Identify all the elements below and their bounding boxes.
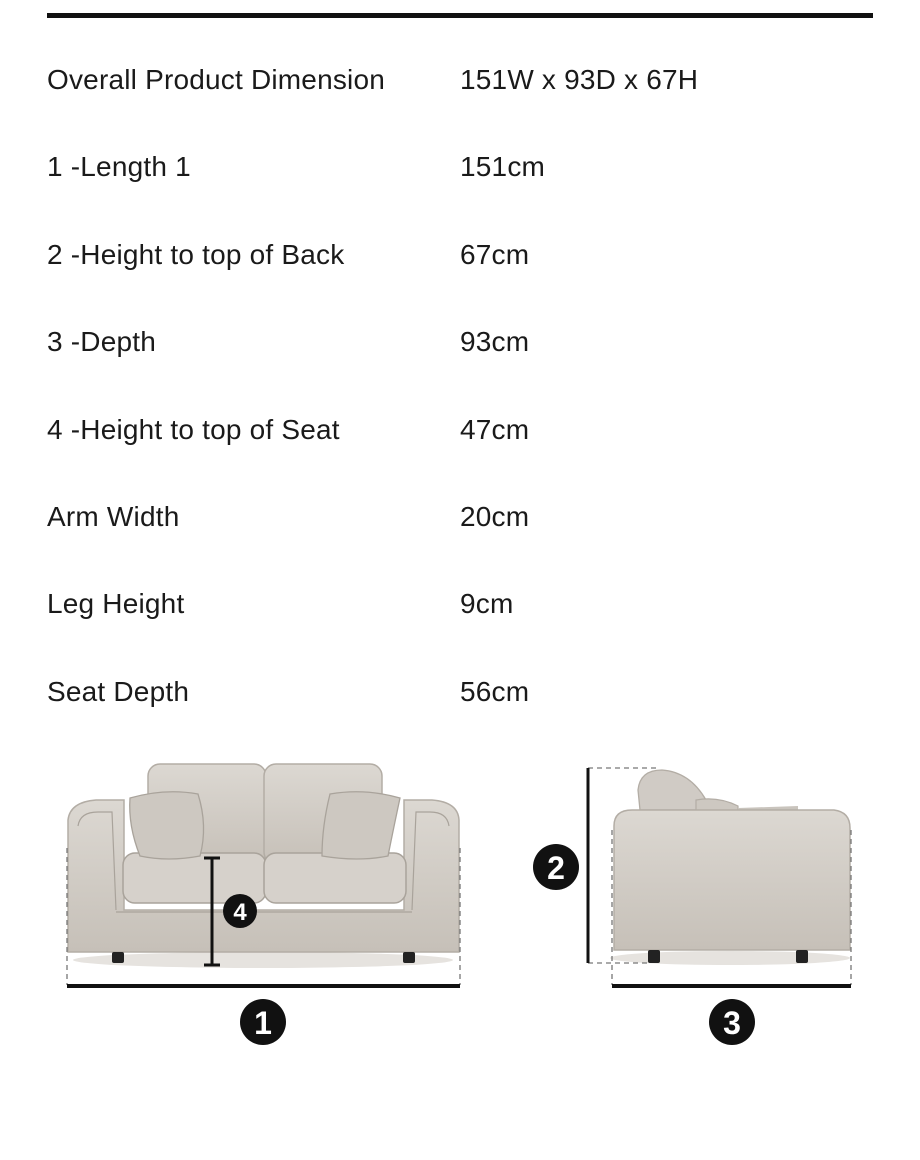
marker-3	[709, 999, 755, 1045]
spec-value: 67cm	[460, 238, 530, 270]
table-row	[47, 124, 873, 211]
seat-cushion-right	[264, 853, 406, 903]
spec-label: 2 -Height to top of Back	[47, 238, 345, 270]
sofa-leg	[796, 950, 808, 963]
spec-value: 93cm	[460, 326, 530, 358]
scatter-pillow-left	[130, 792, 204, 859]
table-row	[47, 37, 873, 124]
sofa-front-view	[67, 764, 460, 986]
marker-4-label: 4	[233, 899, 247, 926]
floor-shadow	[73, 952, 453, 968]
scatter-pillow-right	[322, 792, 400, 859]
table-row	[47, 561, 873, 648]
sofa-side-view	[588, 768, 851, 986]
spec-value: 20cm	[460, 500, 530, 532]
marker-4	[223, 894, 257, 928]
spec-label: 1 -Length 1	[47, 151, 191, 183]
marker-1	[240, 999, 286, 1045]
spec-label: 4 -Height to top of Seat	[47, 413, 340, 445]
spec-label: Arm Width	[47, 500, 180, 532]
spec-value: 9cm	[460, 588, 514, 620]
table-row	[47, 474, 873, 561]
table-row	[47, 649, 873, 736]
spec-label: Seat Depth	[47, 675, 190, 707]
marker-2-label: 2	[547, 850, 565, 886]
marker-3-label: 3	[723, 1005, 741, 1041]
sofa-leg	[112, 952, 124, 963]
spec-value: 47cm	[460, 413, 530, 445]
spec-value: 151cm	[460, 151, 546, 183]
spec-label: Overall Product Dimension	[47, 64, 386, 95]
table-row	[47, 387, 873, 474]
sofa-leg	[403, 952, 415, 963]
dimension-table	[47, 37, 873, 736]
marker-2	[533, 844, 579, 890]
table-row	[47, 212, 873, 299]
marker-1-label: 1	[254, 1005, 272, 1041]
side-arm-block	[614, 810, 850, 950]
table-row	[47, 299, 873, 386]
spec-label: 3 -Depth	[47, 326, 156, 358]
spec-label: Leg Height	[47, 588, 185, 620]
sofa-leg	[648, 950, 660, 963]
spec-value: 151W x 93D x 67H	[460, 64, 699, 95]
top-divider	[47, 13, 873, 18]
spec-value: 56cm	[460, 675, 530, 707]
